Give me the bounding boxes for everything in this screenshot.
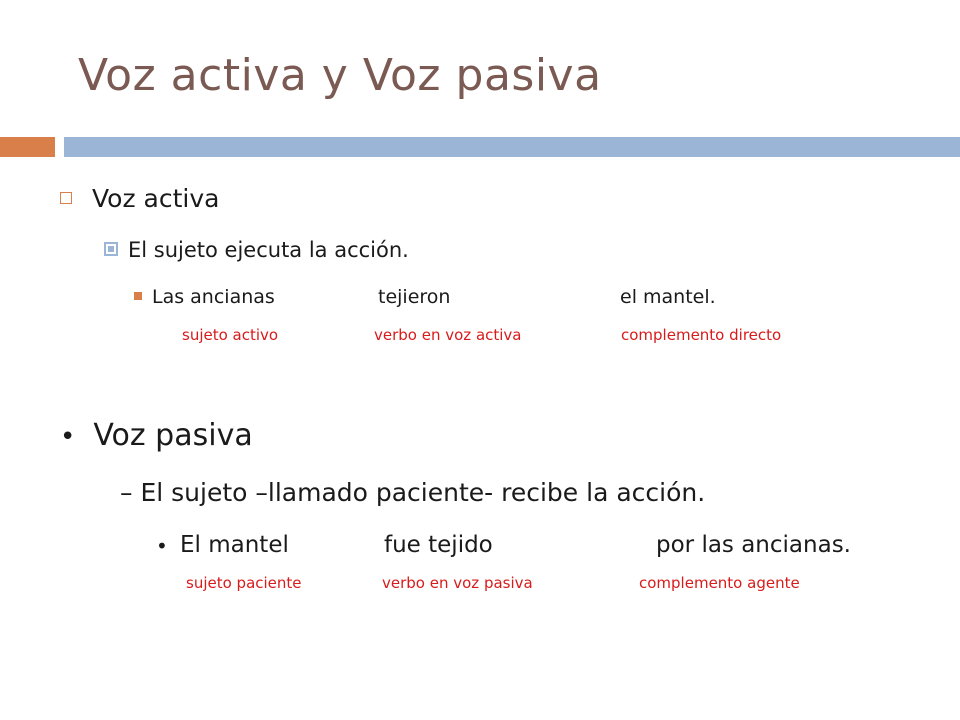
activa-definition-row [104, 238, 409, 262]
pasiva-example-subject: El mantel [180, 532, 289, 558]
activa-label-verb: verbo en voz activa [374, 326, 522, 344]
activa-example-verb: tejieron [378, 286, 451, 308]
pasiva-example-verb: fue tejido [384, 532, 493, 558]
pasiva-definition: – El sujeto –llamado paciente- recibe la acción. [120, 478, 706, 507]
activa-definition: El sujeto ejecuta la acción. [128, 238, 409, 262]
pasiva-label-verb: verbo en voz pasiva [382, 574, 533, 592]
hollow-square-bullet-icon [60, 192, 72, 204]
accent-bar-blue [64, 137, 960, 157]
bullet-dot-icon: • [156, 534, 168, 558]
pasiva-label-agent: complemento agente [639, 574, 800, 592]
activa-heading: Voz activa [92, 184, 220, 213]
pasiva-heading-row [60, 418, 253, 453]
activa-example-subject: Las ancianas [152, 286, 275, 308]
activa-heading-row [60, 184, 219, 213]
activa-label-object: complemento directo [621, 326, 782, 344]
activa-example-object: el mantel. [620, 286, 716, 308]
accent-bar-orange [0, 137, 55, 157]
pasiva-label-subject: sujeto paciente [186, 574, 302, 592]
pasiva-example-agent: por las ancianas. [656, 532, 851, 558]
bullet-dot-icon: • [60, 422, 76, 452]
pasiva-heading: Voz pasiva [93, 418, 253, 453]
square-bullet-icon [104, 242, 118, 256]
filled-square-bullet-icon [134, 292, 142, 300]
slide-title: Voz activa y Voz pasiva [78, 50, 602, 101]
activa-label-subject: sujeto activo [182, 326, 279, 344]
